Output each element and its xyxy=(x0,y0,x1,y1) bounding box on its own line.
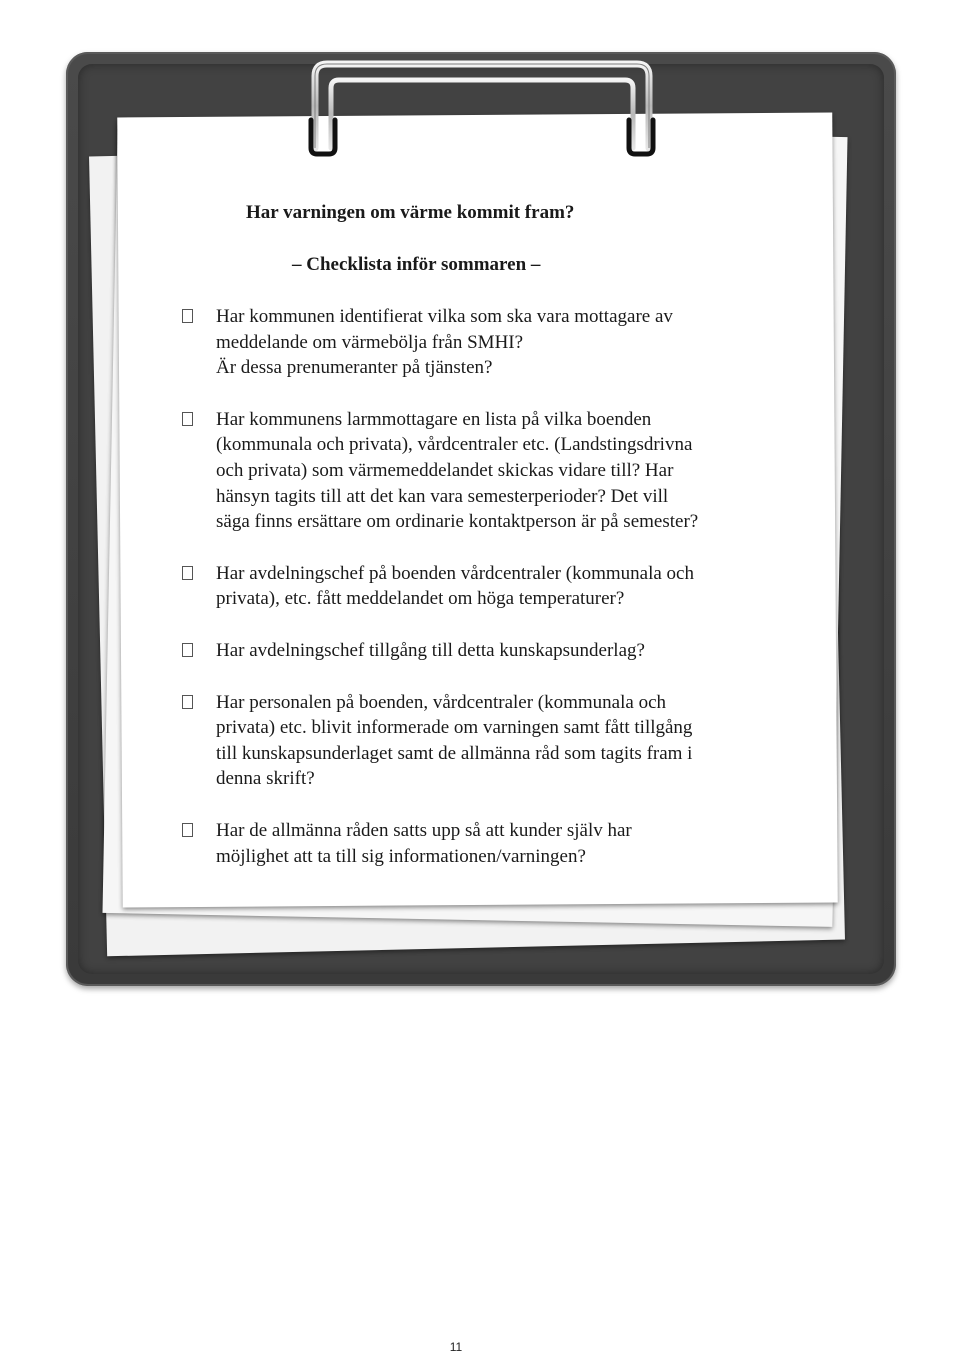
checklist-item xyxy=(180,818,780,869)
checklist xyxy=(180,304,780,895)
checkbox-icon xyxy=(182,566,193,580)
document-subtitle: – Checklista inför sommaren – xyxy=(292,254,541,275)
checklist-item-line: privata) etc. blivit informerade om varningen samt fått tillgång xyxy=(216,717,693,739)
checklist-item xyxy=(180,561,780,612)
checklist-item-line: Har kommunens larmmottagare en lista på vilka boenden xyxy=(216,408,652,430)
page-number: 11 xyxy=(449,1340,463,1354)
checklist-item xyxy=(180,407,780,535)
checklist-item-line: till kunskapsunderlaget samt de allmänna råd som tagits fram i xyxy=(216,742,693,764)
document-title: Har varningen om värme kommit fram? xyxy=(246,202,575,223)
checklist-item-line: (kommunala och privata), vårdcentraler etc. (Landstingsdrivna xyxy=(216,434,693,456)
checkbox-icon xyxy=(182,643,193,657)
checkbox-icon xyxy=(182,309,193,323)
checklist-item-line: Har de allmänna råden satts upp så att kunder själv har xyxy=(216,819,632,841)
checklist-item-line: och privata) som värmemeddelandet skickas vidare till? Har xyxy=(216,459,674,481)
checklist-item-line: hänsyn tagits till att det kan vara semesterperioder? Det vill xyxy=(216,485,669,507)
checklist-item-line: Har avdelningschef på boenden vårdcentraler (kommunala och xyxy=(216,562,694,584)
checkbox-icon xyxy=(182,412,193,426)
checklist-item-line: Är dessa prenumeranter på tjänsten? xyxy=(216,357,493,379)
checklist-item-line: säga finns ersättare om ordinarie kontaktperson är på semester? xyxy=(216,511,699,533)
checklist-item xyxy=(180,304,780,381)
checklist-item-line: meddelande om värmebölja från SMHI? xyxy=(216,331,524,353)
checklist-item-line: Har personalen på boenden, vårdcentraler (kommunala och xyxy=(216,691,666,713)
checkbox-icon xyxy=(182,823,193,837)
checklist-item-line: möjlighet att ta till sig informationen/varningen? xyxy=(216,845,586,867)
checklist-item-line: denna skrift? xyxy=(216,768,315,790)
checklist-item xyxy=(180,638,780,664)
checklist-item-line: Har avdelningschef tillgång till detta kunskapsunderlag? xyxy=(216,639,645,661)
checklist-item-line: Har kommunen identifierat vilka som ska vara mottagare av xyxy=(216,306,673,327)
checklist-item xyxy=(180,690,780,792)
checklist-item-line: privata), etc. fått meddelandet om höga temperaturer? xyxy=(216,588,625,610)
checkbox-icon xyxy=(182,695,193,709)
